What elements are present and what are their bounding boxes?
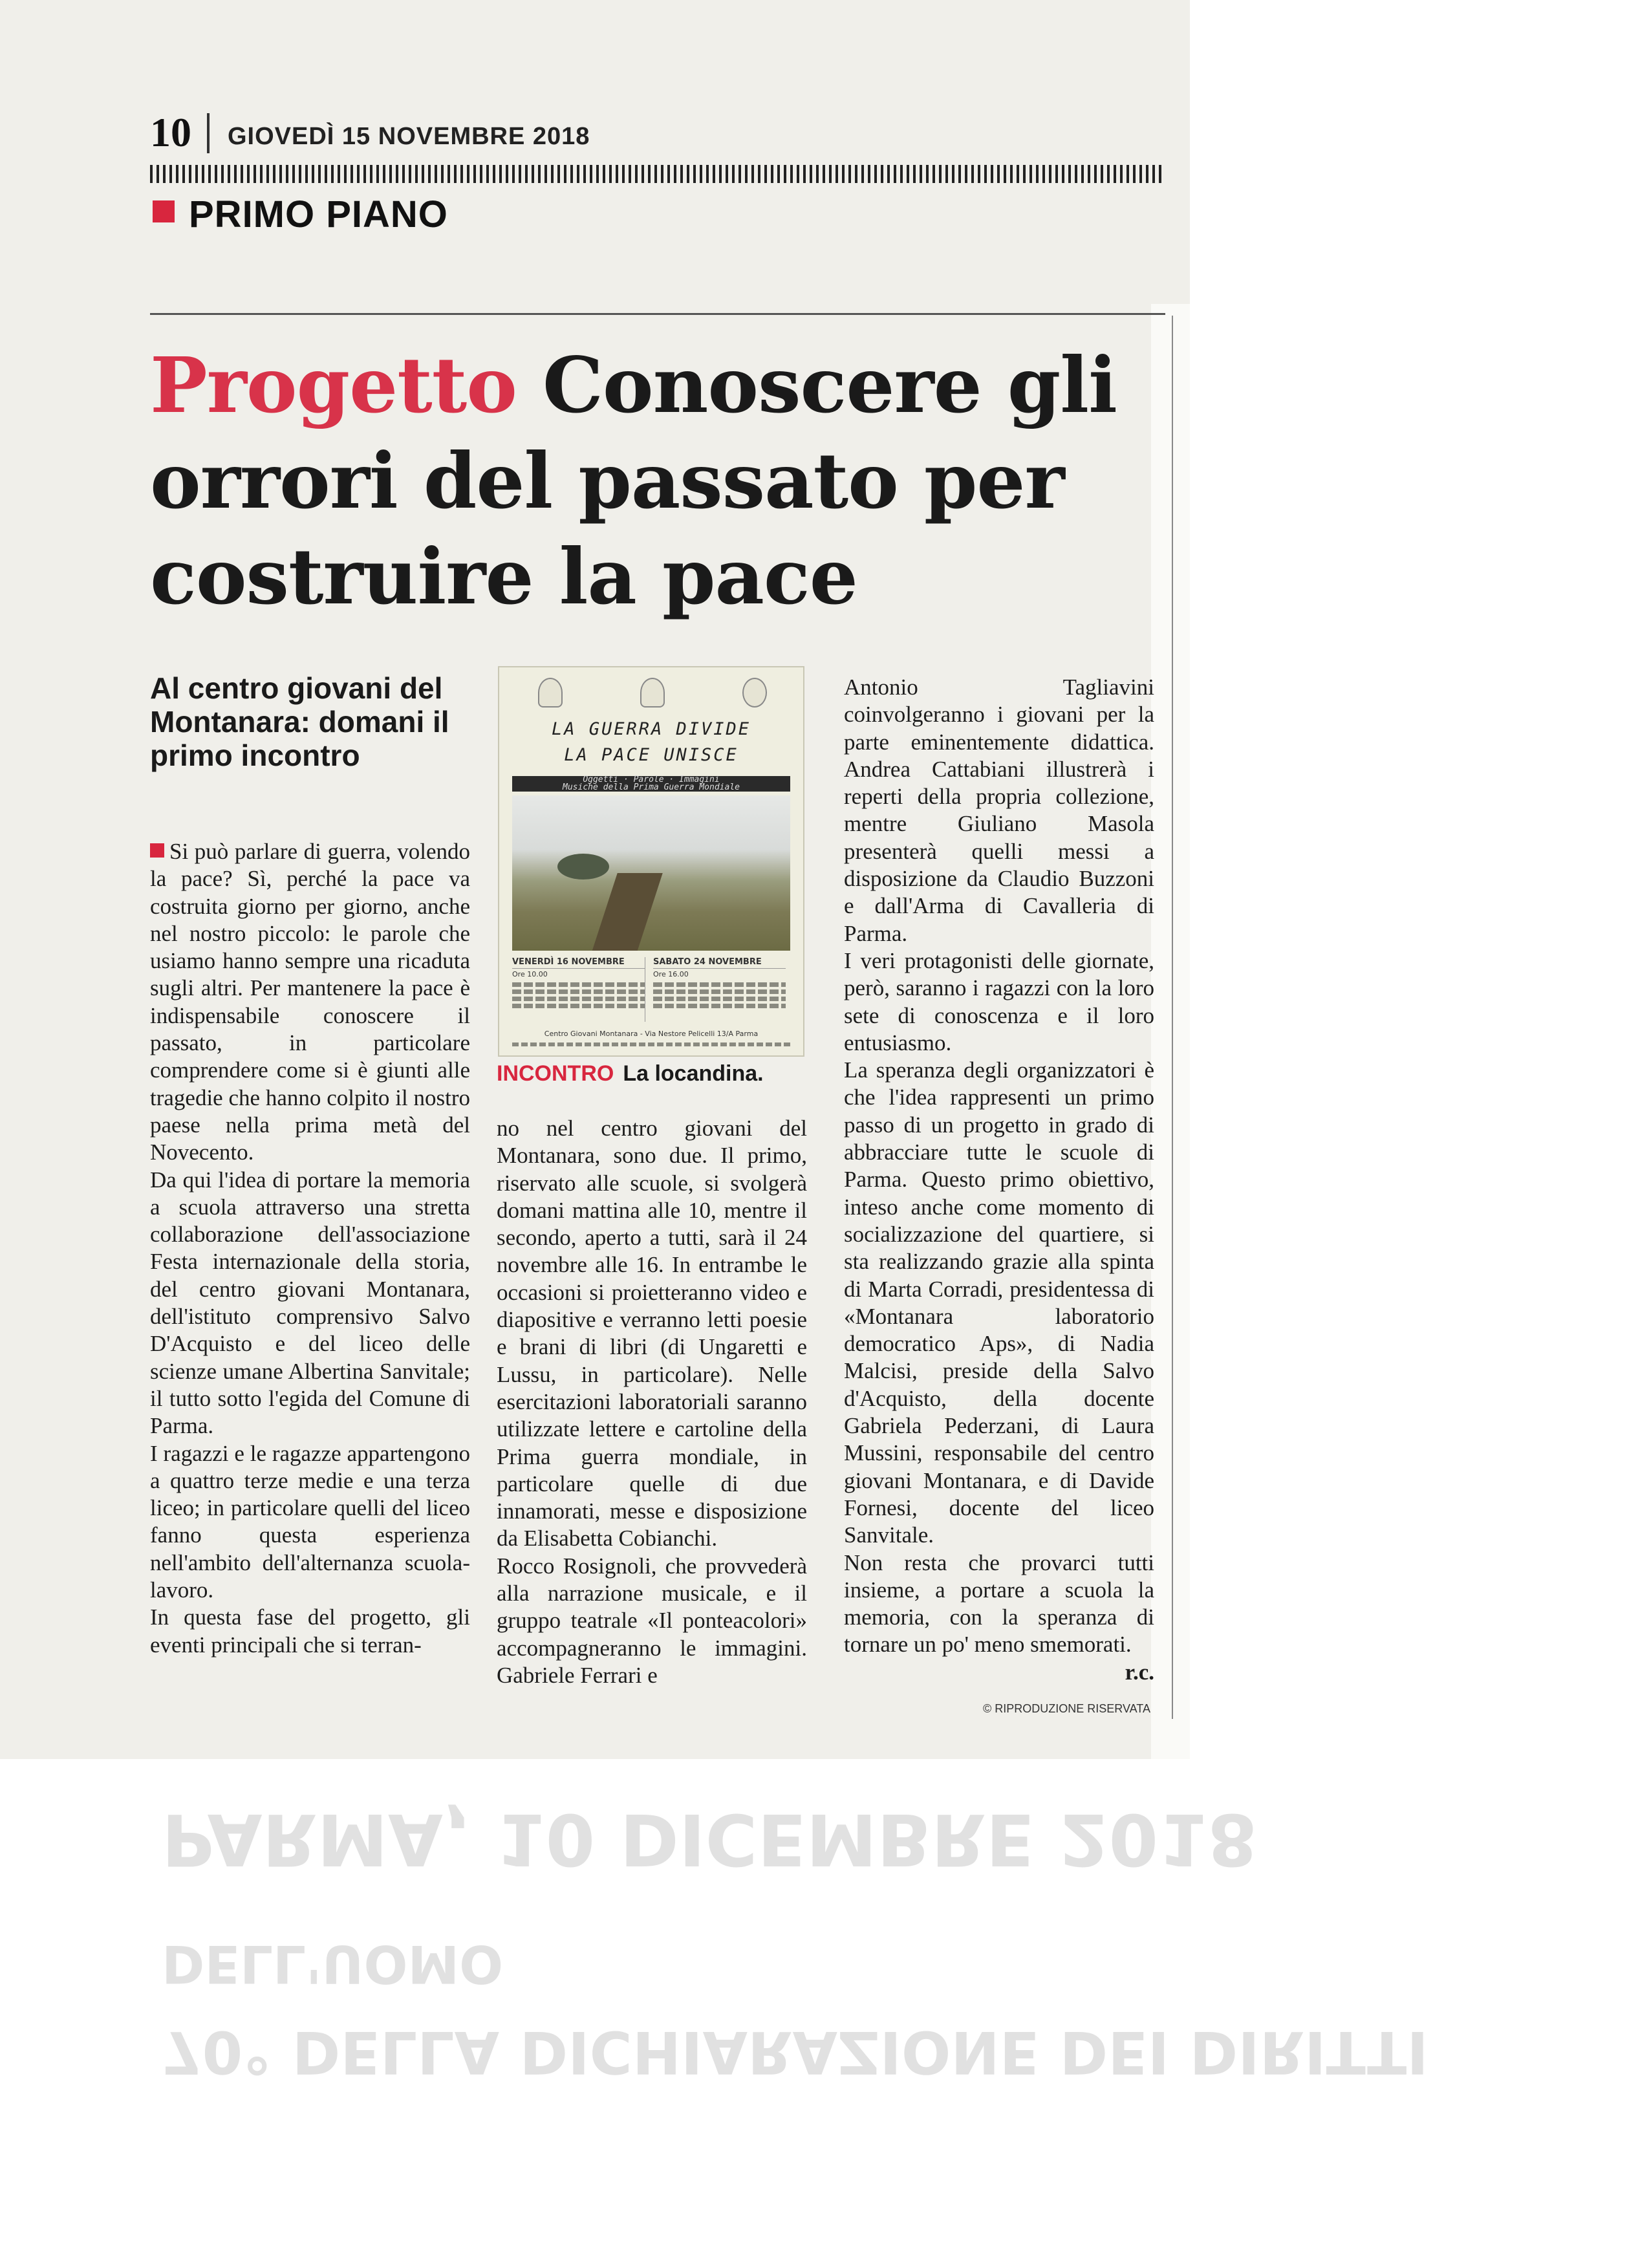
article-deck: Al centro giovani del Montanara: domani il primo incontro (150, 671, 449, 772)
photo-trench (588, 873, 662, 951)
headline (150, 338, 1159, 625)
event-poster (498, 666, 804, 1057)
bleed-through-text: DELL'UOMO (162, 1934, 504, 1994)
headline-accent: Progetto (150, 340, 517, 430)
header-separator (207, 113, 210, 153)
poster-footer: Centro Giovani Montanara - Via Nestore Pelicelli 13/A Parma (544, 1030, 759, 1038)
article-paragraph: no nel centro giovani del Montanara, sono due. Il primo, riservato alle scuole, si svolgerà domani mattina alle 10, mentre il secondo, aperto a tutti, sarà il 24 novembre alle 16. In entrambe le occasioni si proietteranno video e diapositive e verranno letti poesie e brani di libri (di Ungaretti e Lussu, in particolare). Nelle esercitazioni laboratoriali saranno utilizzate lettere e cartoline della Prima guerra mondiale, in particolare quelle di due innamorati, messe e disposizione da Elisabetta Cobianchi. (497, 1116, 807, 1551)
page-number: 10 (150, 109, 191, 155)
poster-subtitle: Oggetti · Parole · Immagini Musiche della Prima Guerra Mondiale (512, 776, 790, 792)
emblem-icon (742, 678, 767, 707)
poster-schedule (512, 957, 790, 1022)
article-column-1 (150, 838, 470, 1659)
poster-fine-print (512, 1042, 790, 1046)
section-marker-icon (153, 200, 175, 222)
poster-day-2: SABATO 24 NOVEMBRE Ore 16.00 (653, 957, 786, 1022)
article-column-3 (844, 674, 1154, 1686)
article-column-2 (497, 1115, 807, 1689)
caption-kicker: INCONTRO (497, 1061, 614, 1086)
article-paragraph: I ragazzi e le ragazze appartengono a quattro terze medie e una terza liceo; in particolare quelli del liceo fanno questa esperienza nell'ambito dell'alternanza scuola-lavoro. (150, 1440, 470, 1603)
author-signature: r.c. (1125, 1659, 1154, 1685)
coat-of-arms-icon (538, 678, 563, 707)
poster-title-line1: LA GUERRA DIVIDE (551, 719, 751, 739)
poster-logos (499, 673, 803, 711)
headline-rest: Conoscere gli orrori del passato per costruire la pace (150, 340, 1117, 621)
poster-trench-photo (512, 795, 790, 951)
article-paragraph: In questa fase del progetto, gli eventi principali che si terran- (150, 1604, 470, 1658)
bleed-through-text: 70° DELLA DICHIARAZIONE DEI DIRITTI (162, 2018, 1428, 2086)
article-paragraph: Da qui l'idea di portare la memoria a scuola attraverso una stretta collaborazione dell'associazione Festa internazionale della storia, del centro giovani Montanara, dell'istituto comprensivo Salvo D'Acquisto e del liceo delle scienze umane Albertina Sanvitale; il tutto sotto l'egida del Comune di Parma. (150, 1167, 470, 1439)
header-barcode-rule (150, 165, 1165, 183)
coat-of-arms-icon (640, 678, 665, 707)
poster-day-1: VENERDÌ 16 NOVEMBRE Ore 10.00 (512, 957, 645, 1022)
article-paragraph: I veri protagonisti delle giornate, però, saranno i ragazzi con la loro sete di conoscenza e il loro entusiasmo. (844, 947, 1154, 1055)
article-paragraph: La speranza degli organizzatori è che l'idea rappresenti un primo passo di un progetto in grado di abbracciare tutte le scuole di Parma. Questo primo obiettivo, inteso anche come momento di socializzazione del quartiere, si sta realizzando grazie alla spinta di Marta Corradi, presidentessa di «Montanara laboratorio democratico Aps», di Nadia Malcisi, preside della Salvo d'Acquisto, della docente Gabriela Pederzani, di Laura Mussini, responsabile del centro giovani Montanara, e di Davide Fornesi, docente del liceo Sanvitale. (844, 1057, 1154, 1548)
poster-caption (497, 1061, 764, 1086)
bleed-through-text: PARMA, 10 DICEMBRE 2018 (162, 1798, 1258, 1881)
rights-notice: © RIPRODUZIONE RISERVATA (983, 1702, 1150, 1715)
poster-title-line2: LA PACE UNISCE (564, 745, 738, 765)
column-rule (1172, 316, 1173, 1719)
article-paragraph: Non resta che provarci tutti insieme, a portare a scuola la memoria, con la speranza di tornare un po' meno smemorati. (844, 1550, 1154, 1658)
article-paragraph: Antonio Tagliavini coinvolgeranno i giovani per la parte eminentemente didattica. Andrea Cattabiani illustrerà i reperti della propria collezione, mentre Giuliano Masola presenterà quelli messi a disposizione da Claudio Buzzoni e dall'Arma di Cavalleria di Parma. (844, 675, 1154, 946)
article-paragraph: Si può parlare di guerra, volendo la pace? Sì, perché la pace va costruita giorno per giorno, anche nel nostro piccolo: le parole che usiamo hanno sempre una ricaduta sugli altri. Per mantenere la pace è indispensabile conoscere il passato, in particolare comprendere come si è giunti alle tragedie che hanno colpito il nostro paese nella prima metà del Novecento. (150, 839, 470, 1165)
article-paragraph: Rocco Rosignoli, che provvederà alla narrazione musicale, e il gruppo teatrale «Il ponteacolori» accompagneranno le immagini. Gabriele Ferrari e (497, 1553, 807, 1688)
photo-tree (557, 854, 609, 880)
headline-rule (150, 313, 1165, 315)
caption-text: La locandina. (623, 1061, 764, 1086)
paragraph-marker-icon (150, 843, 164, 858)
section-label: PRIMO PIANO (189, 193, 448, 235)
issue-date: GIOVEDÌ 15 NOVEMBRE 2018 (228, 123, 590, 150)
